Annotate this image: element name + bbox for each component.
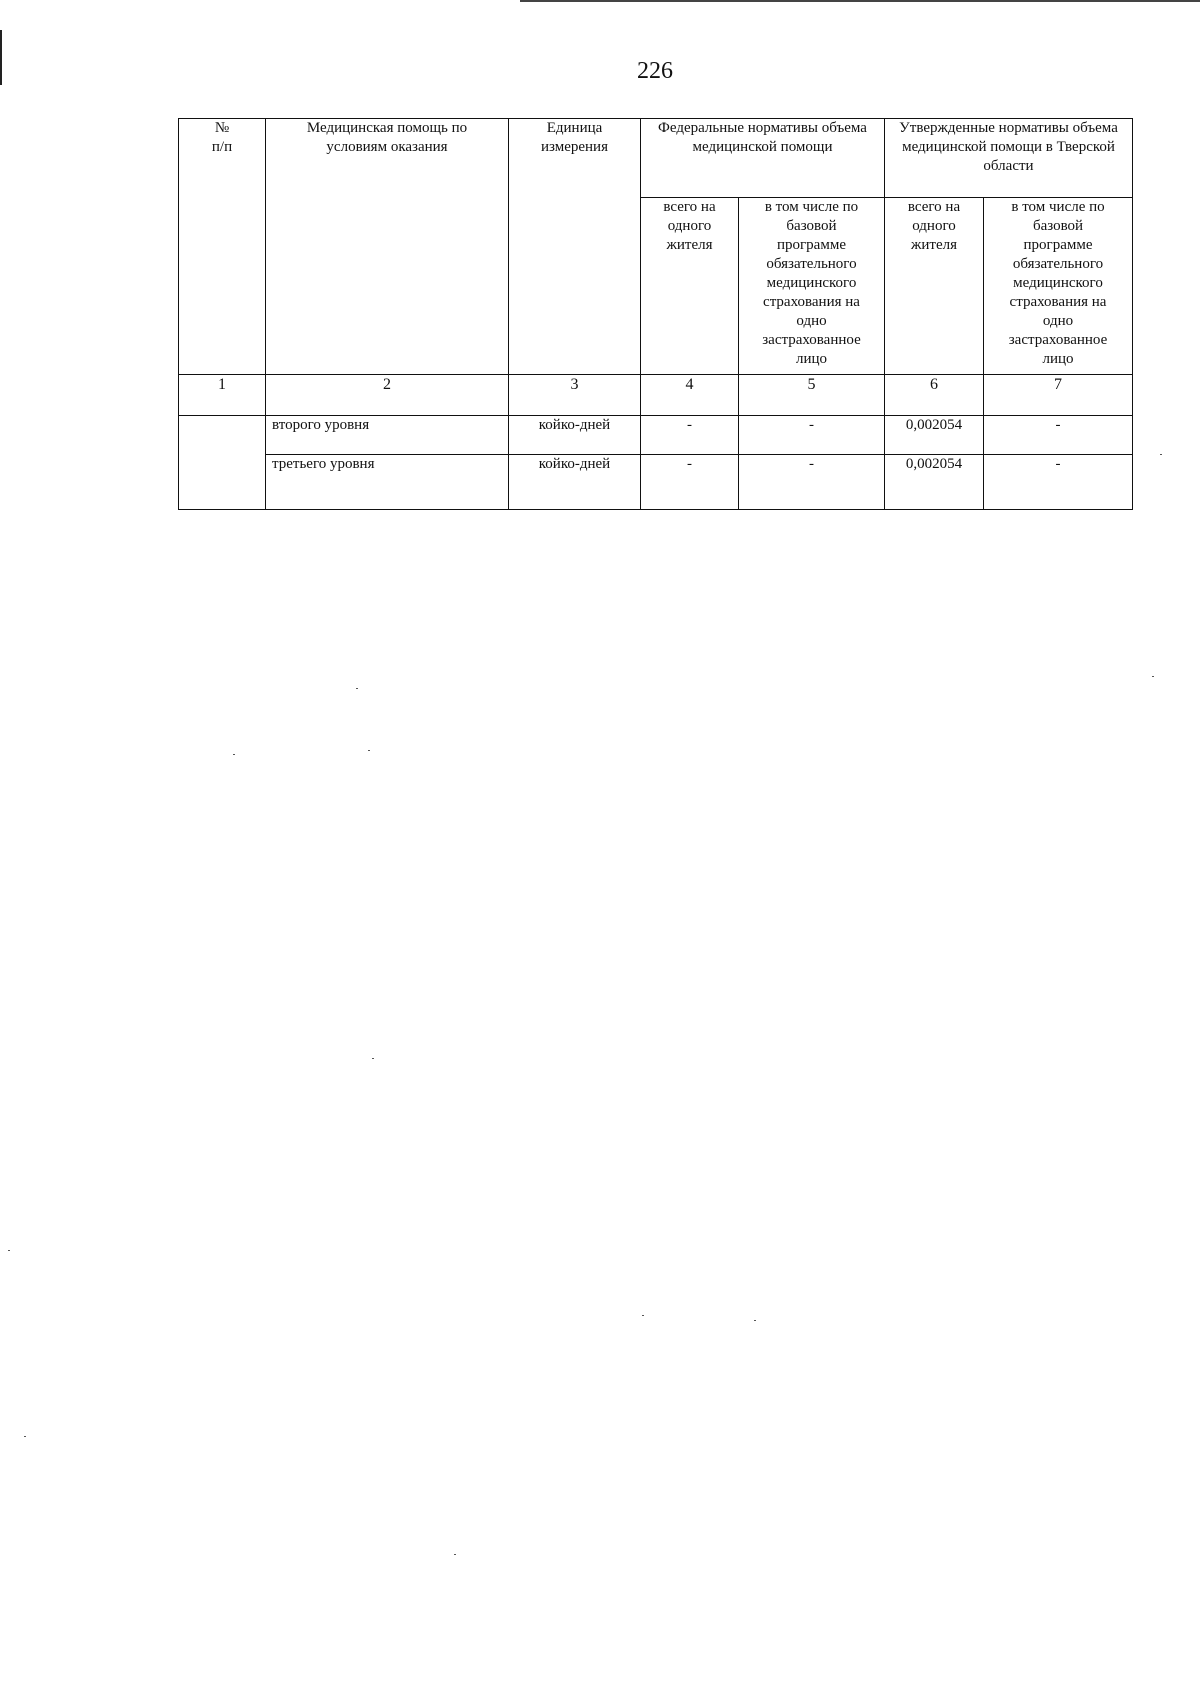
header-federal-total: всего на одного жителя (641, 198, 739, 375)
federal-total-cell: - (641, 416, 739, 455)
scan-speck (24, 1436, 26, 1437)
header-approved-total: всего на одного жителя (885, 198, 984, 375)
scan-speck (1152, 676, 1154, 677)
approved-oms-cell: - (984, 416, 1133, 455)
care-level-cell: третьего уровня (266, 455, 509, 510)
scan-speck (368, 750, 370, 751)
federal-oms-cell: - (739, 455, 885, 510)
scan-speck (454, 1554, 456, 1555)
approved-total-cell: 0,002054 (885, 455, 984, 510)
care-level-cell: второго уровня (266, 416, 509, 455)
norms-table (178, 118, 1133, 510)
column-number: 3 (509, 375, 641, 416)
unit-cell: койко-дней (509, 455, 641, 510)
header-approved: Утвержденные нормативы объема медицинской помощи в Тверской области (885, 119, 1133, 198)
approved-total-cell: 0,002054 (885, 416, 984, 455)
unit-cell: койко-дней (509, 416, 641, 455)
scan-speck (1160, 454, 1162, 455)
table-row (179, 455, 1133, 510)
header-approved-oms: в том числе по базовой программе обязательного медицинского страхования на одно застрахованное лицо (984, 198, 1133, 375)
scan-speck (642, 1315, 644, 1316)
scan-speck (356, 688, 358, 689)
header-care: Медицинская помощь по условиям оказания (266, 119, 509, 375)
scan-speck (372, 1058, 374, 1059)
federal-total-cell: - (641, 455, 739, 510)
header-unit: Единица измерения (509, 119, 641, 375)
column-number: 1 (179, 375, 266, 416)
approved-oms-cell: - (984, 455, 1133, 510)
page-number: 226 (637, 58, 673, 84)
scan-speck (754, 1320, 756, 1321)
row-num-cell (179, 416, 266, 510)
table-row (179, 416, 1133, 455)
scan-top-edge (520, 0, 1200, 2)
header-num: № п/п (179, 119, 266, 375)
column-number: 4 (641, 375, 739, 416)
scan-speck (8, 1250, 10, 1251)
federal-oms-cell: - (739, 416, 885, 455)
scan-speck (233, 754, 235, 755)
column-number: 2 (266, 375, 509, 416)
column-number-row (179, 375, 1133, 416)
column-number: 5 (739, 375, 885, 416)
column-number: 6 (885, 375, 984, 416)
header-federal-oms: в том числе по базовой программе обязательного медицинского страхования на одно застрахованное лицо (739, 198, 885, 375)
column-number: 7 (984, 375, 1133, 416)
header-federal: Федеральные нормативы объема медицинской помощи (641, 119, 885, 198)
